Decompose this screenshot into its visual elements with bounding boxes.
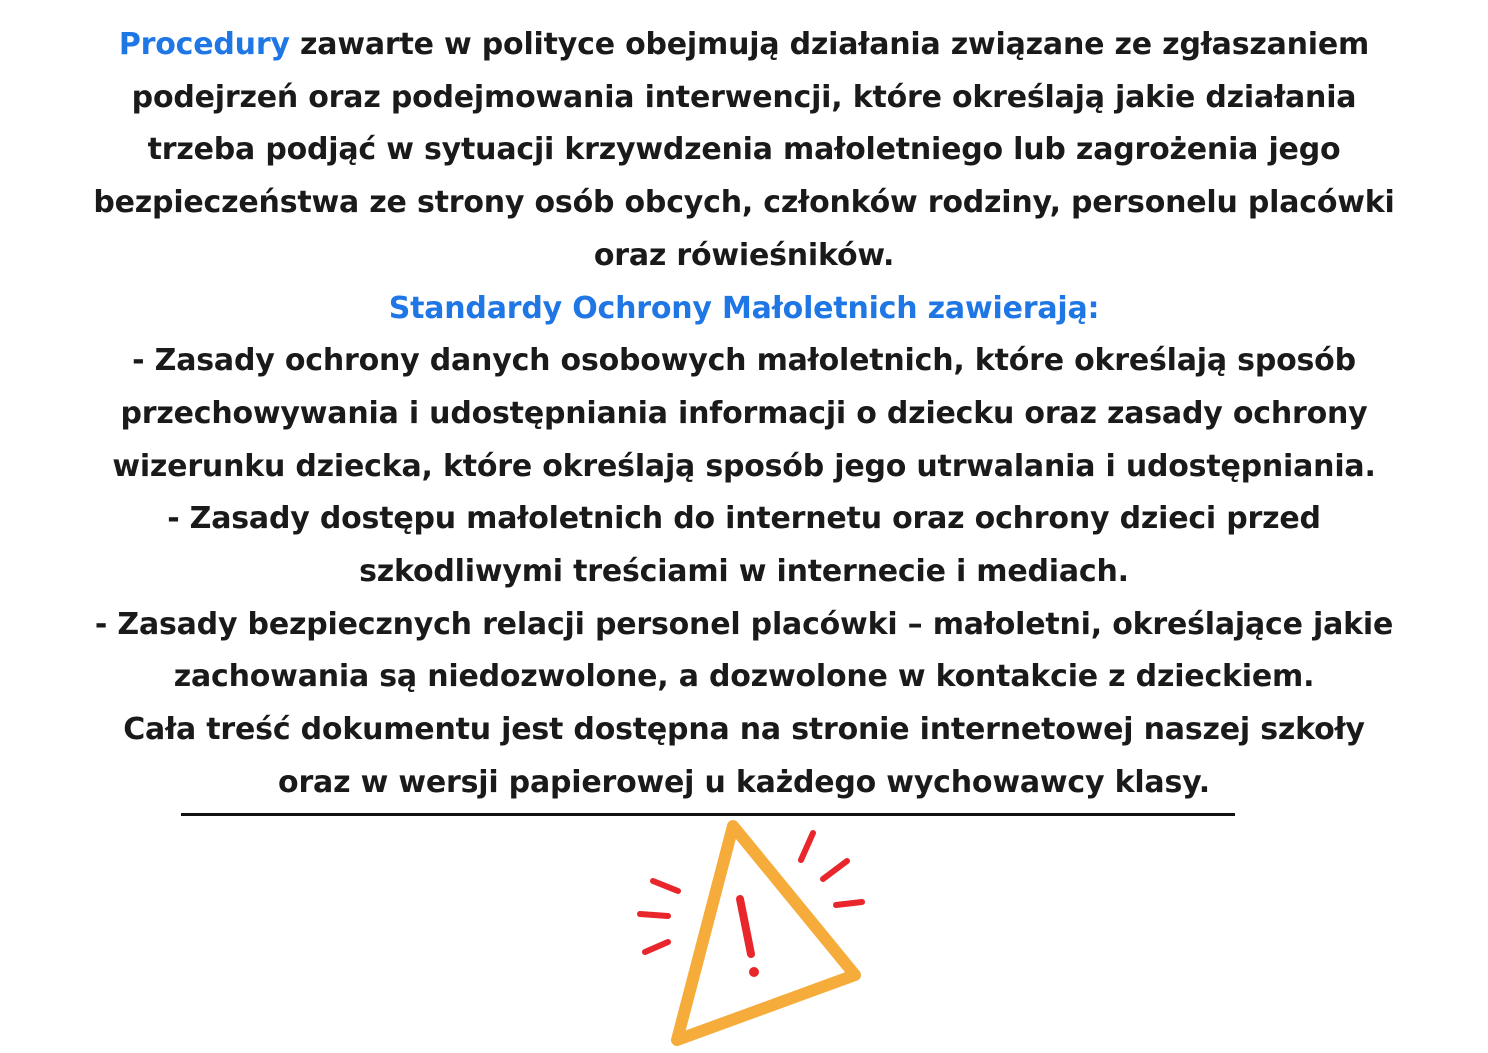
divider-line (181, 813, 1235, 816)
procedures-highlight: Procedury (118, 27, 290, 62)
intro-line-5: oraz rówieśników. (593, 237, 895, 273)
standards-heading: Standardy Ochrony Małoletnich zawierają: (388, 290, 1100, 326)
intro-line-3: trzeba podjąć w sytuacji krzywdzenia małoletniego lub zagrożenia jego (147, 132, 1341, 168)
standards-line: - Zasady dostępu małoletnich do internetu oraz ochrony dzieci przed (167, 501, 1321, 537)
standards-line: wizerunku dziecka, które określają sposób jego utrwalania i udostępniania. (112, 448, 1376, 484)
closing-line-2: oraz w wersji papierowej u każdego wychowawcy klasy. (278, 764, 1210, 800)
standards-line: zachowania są niedozwolone, a dozwolone w kontakcie z dzieckiem. (173, 659, 1315, 695)
closing-line-1: Cała treść dokumentu jest dostępna na stronie internetowej naszej szkoły (123, 712, 1365, 748)
document-text (0, 19, 1488, 810)
intro-line-4: bezpieczeństwa ze strony osób obcych, członków rodziny, personelu placówki (93, 185, 1395, 221)
standards-line: - Zasady bezpiecznych relacji personel placówki – małoletni, określające jakie (94, 606, 1394, 642)
intro-line-1 (0, 19, 1488, 72)
warning-triangle-icon (630, 818, 880, 1048)
standards-line: przechowywania i udostępniania informacji o dziecku oraz zasady ochrony (120, 395, 1368, 431)
standards-line: - Zasady ochrony danych osobowych małoletnich, które określają sposób (132, 343, 1356, 379)
standards-line: szkodliwymi treściami w internecie i mediach. (359, 554, 1129, 590)
intro-line-1-rest: zawarte w polityce obejmują działania związane ze zgłaszaniem (289, 27, 1370, 62)
intro-line-2: podejrzeń oraz podejmowania interwencji, które określają jakie działania (131, 79, 1357, 115)
